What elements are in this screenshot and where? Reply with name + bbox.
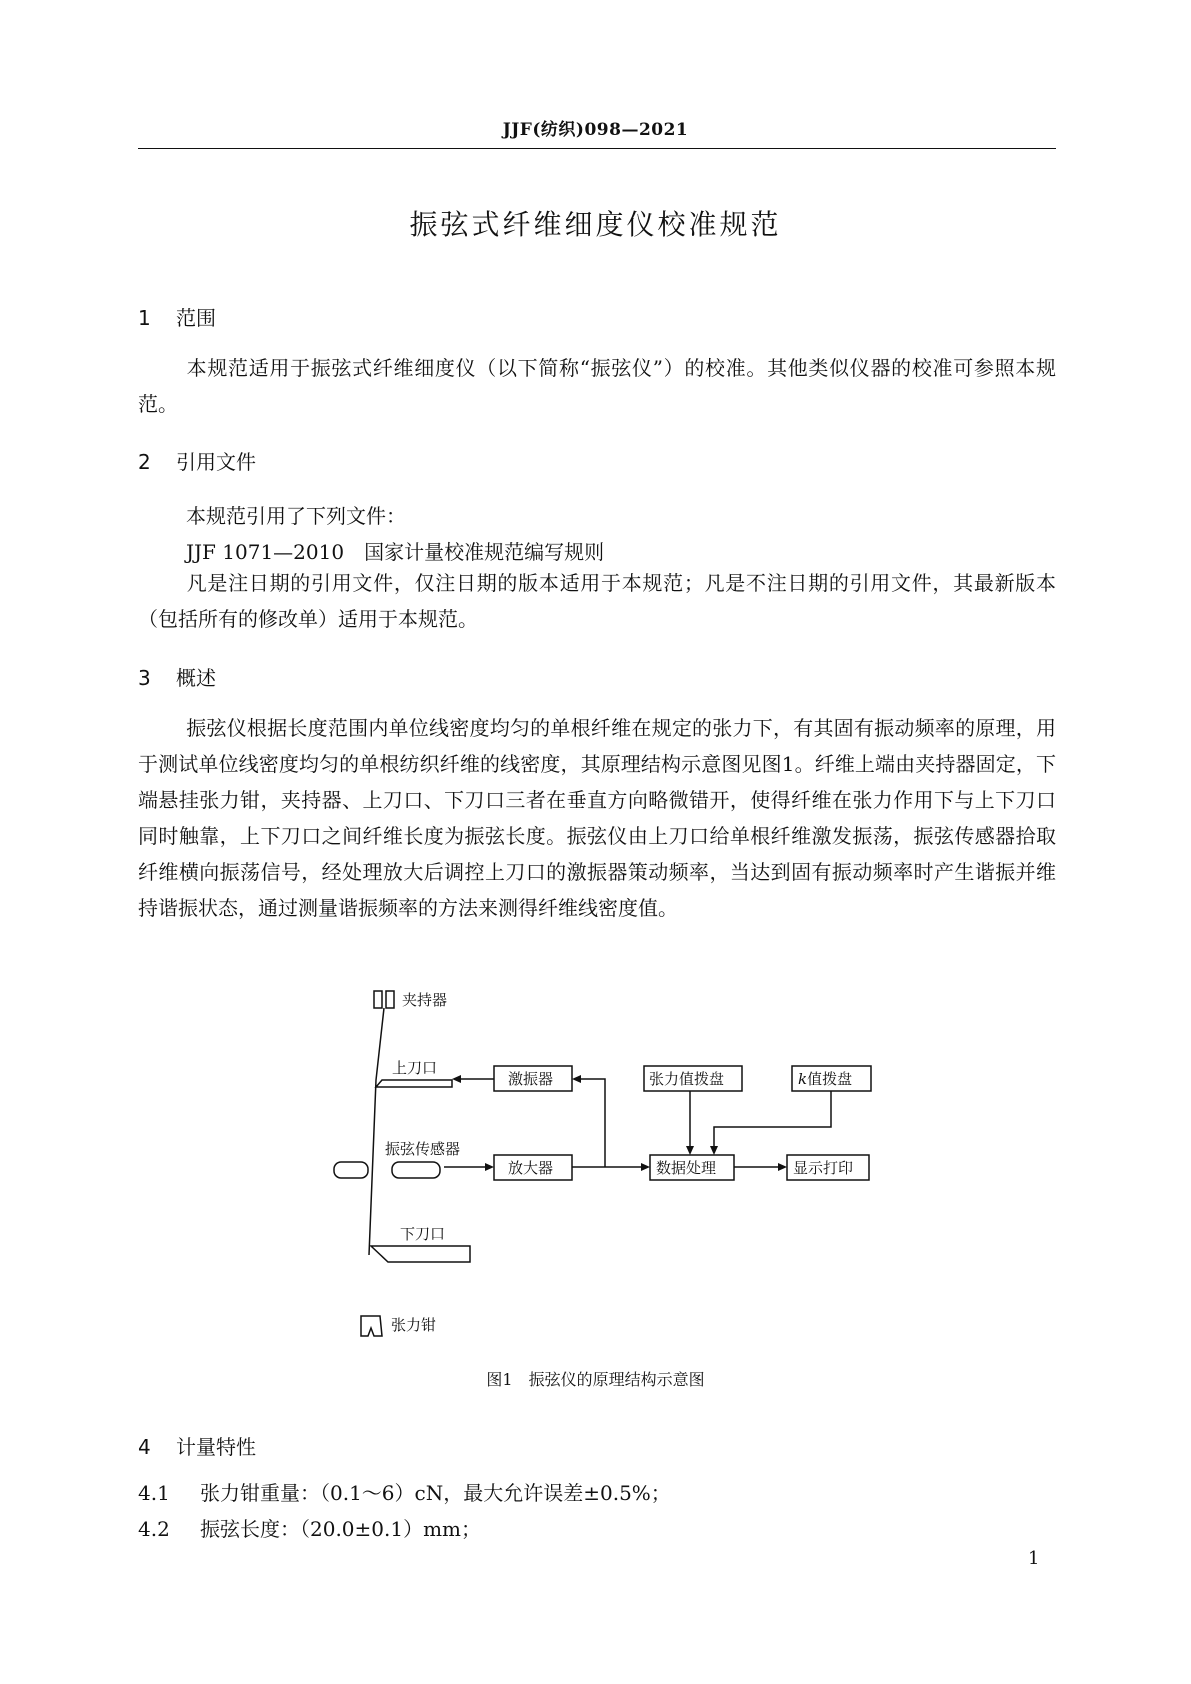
document-title: 振弦式纤维细度仪校准规范 <box>409 208 782 241</box>
label-k-dial: 值拨盘 <box>807 1070 853 1088</box>
document-code-header: JJF(纺织)098—2021 <box>502 120 689 140</box>
arrow-tension-down <box>686 1146 694 1155</box>
section-3-paragraph: 振弦仪根据长度范围内单位线密度均匀的单根纤维在规定的张力下，有其固有振动频率的原理，用于测试单位线密度均匀的单根纺织纤维的线密度，其原理结构示意图见图1。纤维上端由夹持器固定，下端悬挂张力钳，夹持器、上刀口、下刀口三者在垂直方向略微错开，使得纤维在张力作用下与上下刀口同时触靠，上下刀口之间纤维长度为振弦长度。振弦仪由上刀口给单根纤维激发振荡，振弦传感器拾取纤维横向振荡信号，经处理放大后调控上刀口的激振器策动频率，当达到固有振动频率时产生谐振并维持谐振状态，通过测量谐振频率的方法来测得纤维线密度值。 <box>138 716 1056 920</box>
section-title: 引用文件 <box>176 450 256 474</box>
label-tension-clamp: 张力钳 <box>391 1316 437 1334</box>
tension-clamp-shape <box>361 1316 382 1336</box>
clause-number: 4.2 <box>138 1517 170 1541</box>
upper-blade-shape <box>376 1080 452 1087</box>
clause-4-1 <box>138 1477 671 1506</box>
arrow-to-amplifier <box>485 1163 494 1171</box>
section-title: 范围 <box>176 306 216 330</box>
section-number: 1 <box>138 306 151 330</box>
arrow-to-processing <box>641 1163 650 1171</box>
label-clamp: 夹持器 <box>402 991 448 1009</box>
label-sensor: 振弦传感器 <box>385 1140 461 1158</box>
reference-document: JJF 1071—2010 国家计量校准规范编写规则 <box>186 540 605 564</box>
arrow-to-display <box>778 1163 787 1171</box>
page-number: 1 <box>1028 1548 1040 1569</box>
sensor-left-shape <box>334 1162 368 1178</box>
k-to-processing-line <box>714 1091 831 1149</box>
section-number: 4 <box>138 1435 151 1459</box>
arrow-k-down <box>710 1146 718 1155</box>
label-upper-blade: 上刀口 <box>392 1059 438 1077</box>
label-tension-dial: 张力值拨盘 <box>649 1070 725 1088</box>
clause-number: 4.1 <box>138 1481 170 1505</box>
label-lower-blade: 下刀口 <box>400 1225 446 1243</box>
clause-4-2 <box>138 1513 481 1542</box>
section-4-heading <box>138 1431 256 1460</box>
label-amplifier: 放大器 <box>508 1159 554 1177</box>
arrow-to-blade <box>452 1075 461 1083</box>
section-1-paragraph: 本规范适用于振弦式纤维细度仪（以下简称“振弦仪”）的校准。其他类似仪器的校准可参照本规范。 <box>138 356 1056 416</box>
fiber-line <box>369 1008 384 1255</box>
section-number: 3 <box>138 666 151 690</box>
clamp-shape-right <box>386 991 394 1008</box>
label-exciter: 激振器 <box>508 1070 554 1088</box>
section-2-paragraph: 凡是注日期的引用文件，仅注日期的版本适用于本规范；凡是不注日期的引用文件，其最新版本（包括所有的修改单）适用于本规范。 <box>138 571 1056 631</box>
section-number: 2 <box>138 450 151 474</box>
label-display-print: 显示打印 <box>793 1159 854 1177</box>
clause-text: 张力钳重量：（0.1～6）cN，最大允许误差±0.5%； <box>200 1481 671 1505</box>
clause-text: 振弦长度：（20.0±0.1）mm； <box>200 1517 482 1541</box>
label-k-prefix: k <box>798 1070 808 1088</box>
figure-caption: 图1 振弦仪的原理结构示意图 <box>486 1370 705 1389</box>
section-title: 计量特性 <box>176 1435 256 1459</box>
section-title: 概述 <box>176 666 216 690</box>
label-data-processing: 数据处理 <box>656 1159 717 1177</box>
arrow-to-exciter <box>572 1075 581 1083</box>
clamp-shape-left <box>374 991 382 1008</box>
sensor-right-shape <box>392 1162 440 1178</box>
lower-blade-shape <box>371 1246 470 1262</box>
label-k-dial-group <box>798 1070 852 1088</box>
feedback-line <box>578 1079 605 1167</box>
section-2-line-1: 本规范引用了下列文件： <box>186 504 406 528</box>
